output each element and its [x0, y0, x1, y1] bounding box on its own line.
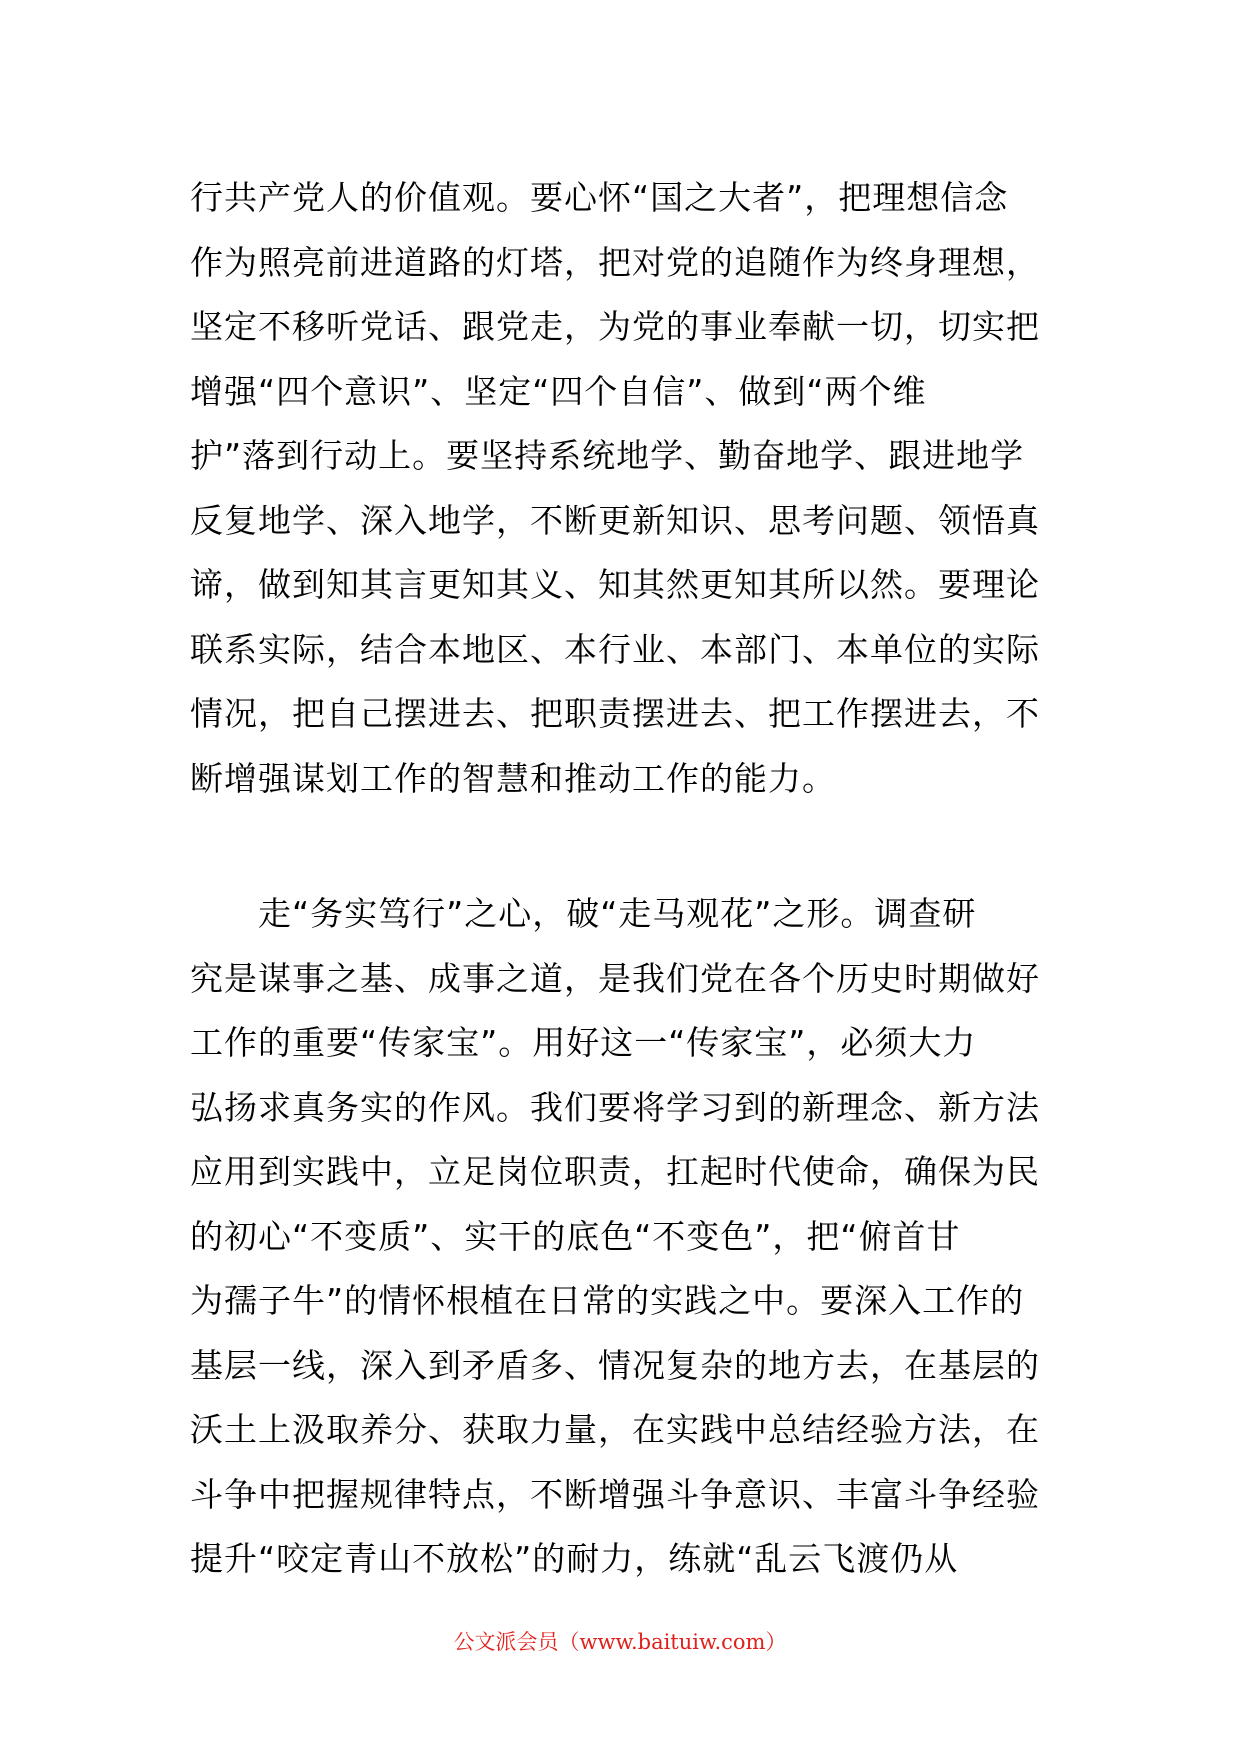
text-line: 弘扬求真务实的作风。我们要将学习到的新理念、新方法 [190, 1087, 1040, 1127]
text-line: 作为照亮前进道路的灯塔，把对党的追随作为终身理想， [190, 242, 1040, 282]
text-line: 反复地学、深入地学，不断更新知识、思考问题、领悟真 [190, 500, 1040, 540]
text-line: 应用到实践中，立足岗位职责，扛起时代使命，确保为民 [190, 1152, 1040, 1191]
text-line: 工作的重要“传家宝”。用好这一“传家宝”，必须大力 [190, 1023, 977, 1062]
footer-watermark: 公文派会员（www.baituiw.com） [453, 1630, 787, 1654]
text-line: 断增强谋划工作的智慧和推动工作的能力。 [190, 758, 836, 798]
text-line: 走“务实笃行”之心，破“走马观花”之形。调查研 [190, 894, 977, 933]
text-line: 沃土上汲取养分、获取力量，在实践中总结经验方法，在 [190, 1410, 1040, 1449]
text-line: 的初心“不变质”、实干的底色“不变色”，把“俯首甘 [190, 1216, 961, 1256]
text-line: 为孺子牛”的情怀根植在日常的实践之中。要深入工作的 [190, 1281, 1025, 1320]
text-line: 联系实际，结合本地区、本行业、本部门、本单位的实际 [190, 629, 1040, 669]
text-line: 坚定不移听党话、跟党走，为党的事业奉献一切，切实把 [190, 307, 1040, 346]
text-line: 斗争中把握规律特点，不断增强斗争意识、丰富斗争经验 [190, 1474, 1040, 1514]
text-line: 增强“四个意识”、坚定“四个自信”、做到“两个维 [190, 371, 927, 411]
text-line: 究是谋事之基、成事之道，是我们党在各个历史时期做好 [190, 958, 1040, 998]
text-line: 谛，做到知其言更知其义、知其然更知其所以然。要理论 [190, 565, 1040, 604]
text-line: 基层一线，深入到矛盾多、情况复杂的地方去，在基层的 [190, 1345, 1040, 1385]
paragraph [190, 166, 1070, 811]
text-line: 情况，把自己摆进去、把职责摆进去、把工作摆进去，不 [190, 694, 1040, 733]
paragraph [190, 882, 1070, 1592]
text-line: 行共产党人的价值观。要心怀“国之大者”，把理想信念 [190, 178, 1009, 217]
text-line: 提升“咬定青山不放松”的耐力，练就“乱云飞渡仍从 [190, 1539, 959, 1578]
text-line: 护”落到行动上。要坚持系统地学、勤奋地学、跟进地学 [190, 436, 1025, 475]
